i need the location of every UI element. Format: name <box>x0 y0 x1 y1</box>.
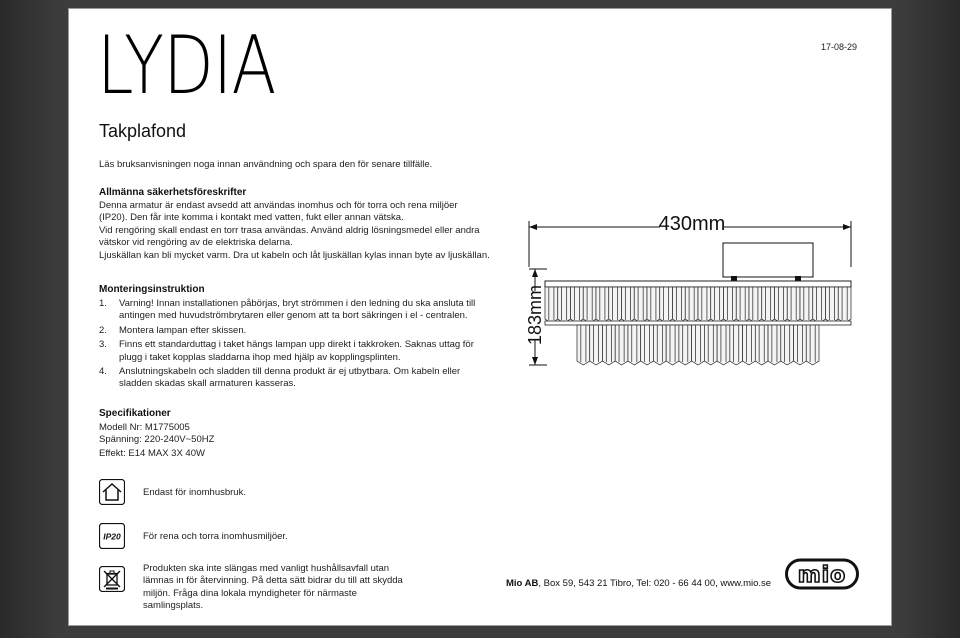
crystal-prism <box>755 325 768 365</box>
safety-heading: Allmänna säkerhetsföreskrifter <box>99 187 247 198</box>
recycling-line: miljön. Fråga dina lokala myndigheter för närmaste <box>143 587 357 599</box>
crystal-prism <box>685 287 698 323</box>
upper-crystal-tier <box>545 287 851 323</box>
crystal-prism <box>628 325 641 365</box>
crystal-prism <box>558 287 571 323</box>
crystal-prism <box>571 287 584 323</box>
step-line: plugg i taket kopplas sladdarna ihop med hjälp av kopplingsplinten. <box>119 351 401 363</box>
crystal-prism <box>838 287 851 323</box>
step-line: antingen med huvudströmbrytaren eller genom att ta bort säkringen i el - centralen. <box>119 310 468 322</box>
crystal-prism <box>743 325 756 365</box>
safety-line: Denna armatur är endast avsedd att användas inomhus och för torra och rena miljöer <box>99 200 458 211</box>
mounting-step <box>99 325 519 337</box>
crystal-prism <box>590 325 603 365</box>
step-number: 1. <box>99 298 107 309</box>
step-line: Varning! Innan installationen påbörjas, bryt strömmen i den ledning du ska ansluta till <box>119 298 476 309</box>
safety-line: Vid rengöring skall endast en torr trasa användas. Använd aldrig lösningsmedel eller andra <box>99 224 480 236</box>
crystal-prism <box>641 325 654 365</box>
product-title: LYDIA <box>97 19 276 112</box>
lamp-dimension-drawing <box>517 207 867 367</box>
crystal-prism <box>717 325 730 365</box>
crystal-prism <box>768 325 781 365</box>
crystal-prism <box>813 287 826 323</box>
recycling-line: samlingsplats. <box>143 600 204 612</box>
company-address <box>506 578 771 589</box>
ip20-text: För rena och torra inomhusmiljöer. <box>143 531 288 542</box>
spec-model: Modell Nr: M1775005 <box>99 422 190 433</box>
crystal-prism <box>692 325 705 365</box>
intro-text: Läs bruksanvisningen noga innan användning och spara den för senare tillfälle. <box>99 159 433 170</box>
document-date: 17-08-29 <box>821 42 858 52</box>
upper-ring <box>545 281 851 287</box>
crystal-prism <box>794 325 807 365</box>
spec-voltage: Spänning: 220-240V~50HZ <box>99 433 215 445</box>
step-number: 4. <box>99 366 107 378</box>
specs-heading: Specifikationer <box>99 408 171 419</box>
crystal-prism <box>711 287 724 323</box>
crossed-bin-icon <box>99 566 125 592</box>
crystal-prism <box>596 287 609 323</box>
crystal-prism <box>762 287 775 323</box>
step-line: Montera lampan efter skissen. <box>119 324 247 336</box>
crystal-prism <box>666 325 679 365</box>
step-number: 2. <box>99 324 107 336</box>
recycling-line: lämnas in för återvinning. På detta sätt bidrar du till att skydda <box>143 575 403 587</box>
instruction-page <box>68 8 892 626</box>
crystal-prism <box>698 287 711 323</box>
mio-logo-text: mio <box>797 563 847 588</box>
crystal-prism <box>602 325 615 365</box>
ip20-icon <box>99 523 125 549</box>
crystal-prism <box>787 287 800 323</box>
mounting-step <box>99 339 519 364</box>
crystal-prism <box>775 287 788 323</box>
mounting-step <box>99 298 519 323</box>
company-contact: , Box 59, 543 21 Tibro, Tel: 020 - 66 44 00, www.mio.se <box>538 578 772 589</box>
crystal-prism <box>583 287 596 323</box>
step-line: Finns ett standarduttag i taket hängs lampan upp direkt i takkroken. Saknas uttag för <box>119 339 474 351</box>
crystal-prism <box>730 325 743 365</box>
crystal-prism <box>800 287 813 323</box>
mounting-heading: Monteringsinstruktion <box>99 284 205 295</box>
crystal-prism <box>545 287 558 323</box>
crystal-prism <box>653 325 666 365</box>
product-subtitle: Takplafond <box>99 121 187 141</box>
crystal-prism <box>634 287 647 323</box>
recycling-text <box>143 563 443 613</box>
company-name: Mio AB <box>506 578 539 589</box>
ip20-label: IP20 <box>103 531 121 542</box>
crystal-prism <box>724 287 737 323</box>
crystal-prism <box>806 325 819 365</box>
safety-line: Ljuskällan kan bli mycket varm. Dra ut kabeln och låt ljuskällan kylas innan byte av ljuskällan. <box>99 249 490 261</box>
crystal-prism <box>826 287 839 323</box>
mio-logo <box>785 555 859 596</box>
step-line: Anslutningskabeln och sladden till denna produkt är ej utbytbara. Om kabeln eller <box>119 366 461 378</box>
specs-section <box>99 408 399 460</box>
indoor-use-text: Endast för inomhusbruk. <box>143 487 246 498</box>
recycling-line: Produkten ska inte slängas med vanligt hushållsavfall utan <box>143 563 390 574</box>
crystal-prism <box>749 287 762 323</box>
safety-section <box>99 187 519 262</box>
crystal-prism <box>736 287 749 323</box>
crystal-prism <box>577 325 590 365</box>
safety-line: (IP20). Den får inte komma i kontakt med vatten, fukt eller annan vätska. <box>99 212 404 224</box>
step-line: sladden skadas skall armaturen kasseras. <box>119 378 296 390</box>
crystal-prism <box>615 325 628 365</box>
crystal-prism <box>781 325 794 365</box>
lamp-canopy <box>723 243 813 277</box>
crystal-prism <box>647 287 660 323</box>
spec-effect: Effekt: E14 MAX 3X 40W <box>99 448 205 459</box>
lower-crystal-tier <box>577 325 819 365</box>
crystal-prism <box>704 325 717 365</box>
safety-line: vätskor vid rengöring av de elektriska delarna. <box>99 237 293 249</box>
crystal-prism <box>673 287 686 323</box>
width-label: 430mm <box>658 213 726 235</box>
crystal-prism <box>660 287 673 323</box>
crystal-prism <box>679 325 692 365</box>
crystal-prism <box>622 287 635 323</box>
mounting-section <box>99 284 519 391</box>
step-number: 3. <box>99 339 107 351</box>
house-icon <box>99 479 125 505</box>
mounting-step <box>99 366 519 391</box>
crystal-prism <box>609 287 622 323</box>
height-label: 183mm <box>525 284 545 346</box>
